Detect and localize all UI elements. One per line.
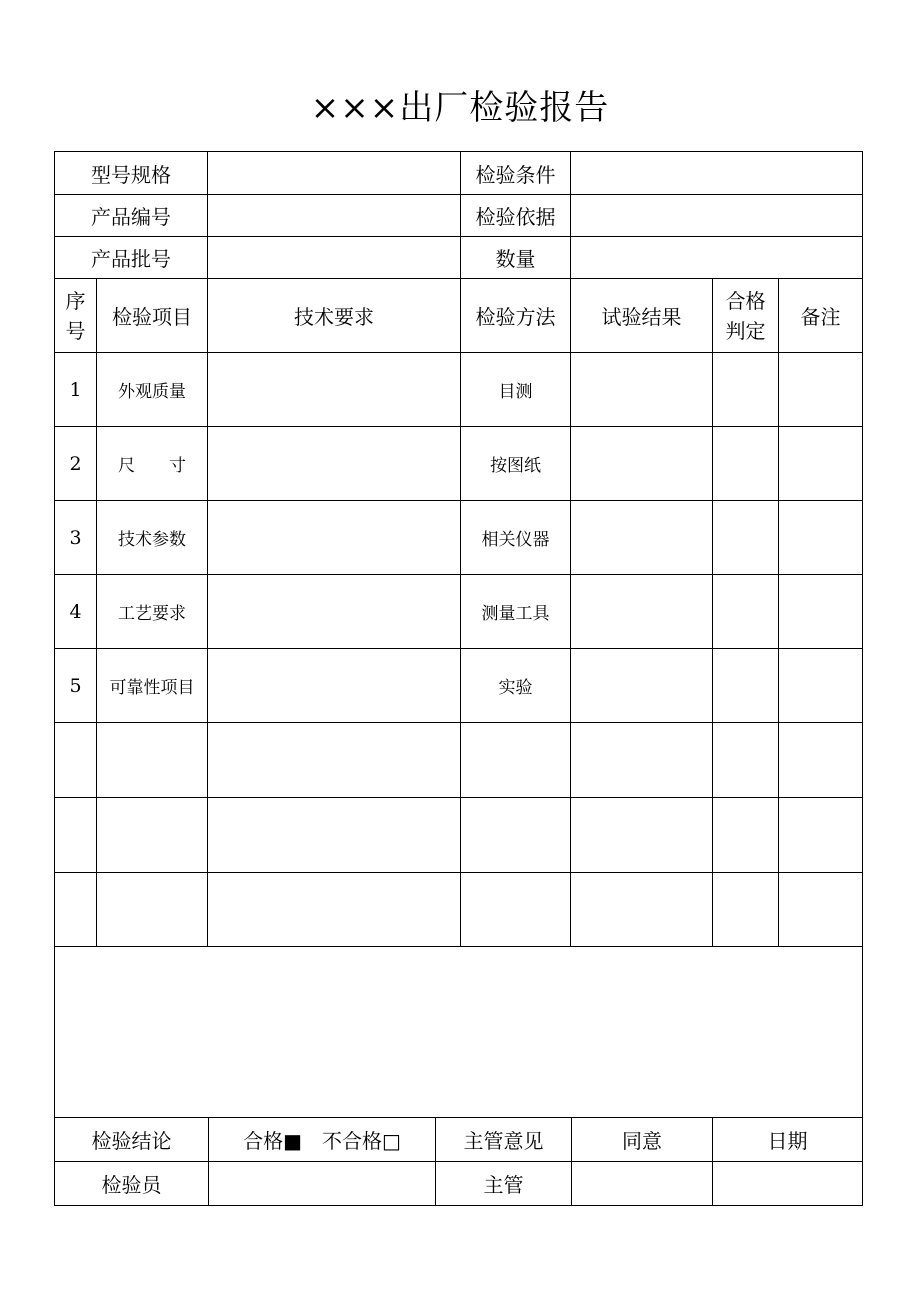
row-item: 可靠性项目	[97, 649, 208, 723]
header-requirement: 技术要求	[208, 279, 461, 353]
quantity-label: 数量	[461, 237, 571, 279]
header-pass	[713, 279, 779, 353]
notes-area	[55, 947, 863, 1118]
header-seq	[55, 279, 97, 353]
row-requirement	[208, 575, 461, 649]
row-remark	[779, 427, 863, 501]
info-row-batch	[55, 237, 863, 279]
row-remark	[779, 649, 863, 723]
model-value	[208, 152, 461, 195]
empty-cell	[713, 873, 779, 947]
header-pass-line1: 合格	[725, 288, 766, 313]
supervisor-value	[572, 1162, 713, 1206]
supervisor-label: 主管	[436, 1162, 572, 1206]
serial-label: 产品编号	[55, 195, 208, 237]
serial-value	[208, 195, 461, 237]
row-requirement	[208, 649, 461, 723]
signature-row	[55, 1162, 863, 1206]
header-method: 检验方法	[461, 279, 571, 353]
info-row-serial	[55, 195, 863, 237]
row-item: 外观质量	[97, 353, 208, 427]
empty-cell	[208, 873, 461, 947]
row-seq: 3	[55, 501, 97, 575]
empty-cell	[208, 798, 461, 873]
empty-cell	[571, 723, 713, 798]
empty-cell	[713, 798, 779, 873]
row-pass	[713, 427, 779, 501]
conclusion-label: 检验结论	[55, 1118, 209, 1162]
empty-row	[55, 798, 863, 873]
table-row	[55, 501, 863, 575]
basis-label: 检验依据	[461, 195, 571, 237]
empty-cell	[571, 873, 713, 947]
header-item: 检验项目	[97, 279, 208, 353]
header-row	[55, 279, 863, 353]
row-method: 目测	[461, 353, 571, 427]
row-pass	[713, 353, 779, 427]
header-seq-line1: 序	[65, 288, 86, 313]
row-method: 相关仪器	[461, 501, 571, 575]
row-result	[571, 575, 713, 649]
date-value	[713, 1162, 863, 1206]
batch-value	[208, 237, 461, 279]
empty-cell	[461, 723, 571, 798]
empty-cell	[779, 873, 863, 947]
header-seq-line2: 号	[65, 318, 86, 343]
row-seq: 2	[55, 427, 97, 501]
quantity-value	[571, 237, 863, 279]
date-label: 日期	[713, 1118, 863, 1162]
table-row	[55, 575, 863, 649]
header-pass-line2: 判定	[725, 318, 766, 343]
header-remark: 备注	[779, 279, 863, 353]
conclusion-table	[54, 1117, 863, 1206]
empty-cell	[461, 798, 571, 873]
empty-cell	[97, 798, 208, 873]
conditions-value	[571, 152, 863, 195]
conditions-label: 检验条件	[461, 152, 571, 195]
row-pass	[713, 501, 779, 575]
row-requirement	[208, 427, 461, 501]
row-pass	[713, 575, 779, 649]
inspection-table	[54, 151, 863, 1118]
row-seq: 4	[55, 575, 97, 649]
batch-label: 产品批号	[55, 237, 208, 279]
report-title: ×××出厂检验报告	[310, 88, 610, 128]
opinion-value: 同意	[572, 1118, 713, 1162]
notes-row	[55, 947, 863, 1118]
table-row	[55, 649, 863, 723]
row-result	[571, 427, 713, 501]
inspector-value	[209, 1162, 436, 1206]
info-row-model	[55, 152, 863, 195]
row-remark	[779, 353, 863, 427]
opinion-label: 主管意见	[436, 1118, 572, 1162]
row-result	[571, 501, 713, 575]
empty-row	[55, 873, 863, 947]
empty-cell	[713, 723, 779, 798]
conclusion-row	[55, 1118, 863, 1162]
row-remark	[779, 575, 863, 649]
row-item: 尺 寸	[97, 427, 208, 501]
row-method: 实验	[461, 649, 571, 723]
conclusion-value: 合格■ 不合格□	[209, 1118, 436, 1162]
row-method: 测量工具	[461, 575, 571, 649]
row-result	[571, 353, 713, 427]
row-seq: 5	[55, 649, 97, 723]
empty-cell	[55, 723, 97, 798]
table-row	[55, 427, 863, 501]
empty-row	[55, 723, 863, 798]
empty-cell	[571, 798, 713, 873]
header-result: 试验结果	[571, 279, 713, 353]
row-requirement	[208, 501, 461, 575]
row-result	[571, 649, 713, 723]
model-label: 型号规格	[55, 152, 208, 195]
row-item: 技术参数	[97, 501, 208, 575]
empty-cell	[55, 798, 97, 873]
empty-cell	[208, 723, 461, 798]
inspector-label: 检验员	[55, 1162, 209, 1206]
empty-cell	[779, 798, 863, 873]
row-seq: 1	[55, 353, 97, 427]
empty-cell	[97, 873, 208, 947]
row-pass	[713, 649, 779, 723]
row-remark	[779, 501, 863, 575]
empty-cell	[55, 873, 97, 947]
table-row	[55, 353, 863, 427]
row-method: 按图纸	[461, 427, 571, 501]
empty-cell	[461, 873, 571, 947]
empty-cell	[97, 723, 208, 798]
row-item: 工艺要求	[97, 575, 208, 649]
basis-value	[571, 195, 863, 237]
empty-cell	[779, 723, 863, 798]
row-requirement	[208, 353, 461, 427]
